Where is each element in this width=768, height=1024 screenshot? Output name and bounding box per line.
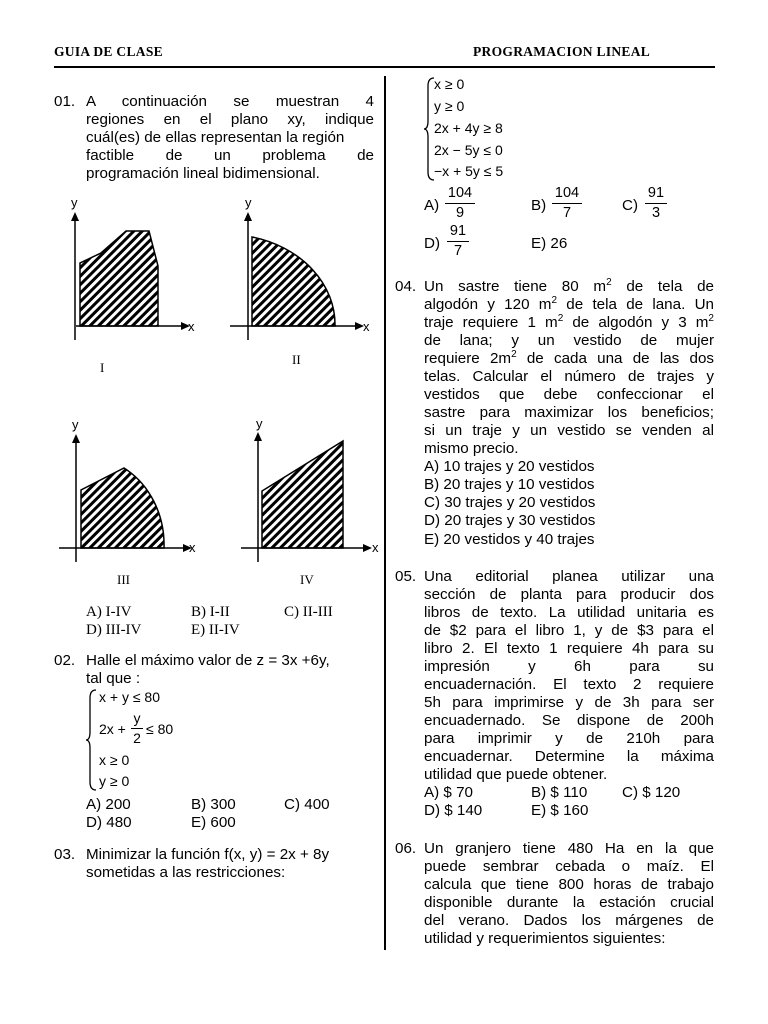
graph-i-ylabel: y [71, 195, 78, 210]
q03-option-d-bar [447, 241, 469, 242]
q03-option-a-den: 9 [455, 205, 465, 222]
q05-option-b: B) $ 110 [531, 784, 588, 801]
q05-option-a: A) $ 70 [424, 784, 473, 801]
q05-line-8: 5h para imprimirse y de 3h para ser [424, 694, 714, 711]
q03-line-1: Minimizar la función f(x, y) = 2x + 8y [86, 846, 330, 863]
q05-option-d: D) $ 140 [424, 802, 483, 819]
graph-iii-ylabel: y [72, 417, 79, 432]
graph-iv-xlabel: x [372, 540, 379, 555]
graph-ii-xlabel: x [363, 319, 370, 334]
q02-fraction-bar [131, 728, 143, 729]
q02-constraint-1: x + y ≤ 80 [99, 689, 160, 705]
q05-option-e: E) $ 160 [531, 802, 589, 819]
q02-line-2: tal que : [86, 670, 141, 687]
q03-option-d-den: 7 [453, 243, 463, 260]
q03-option-c-den: 3 [651, 205, 661, 222]
q04-line-9: si un traje y un vestido se venden al [424, 422, 714, 439]
q05-option-c: C) $ 120 [622, 784, 681, 801]
graph-iii-xlabel: x [189, 540, 196, 555]
q04-number: 04. [395, 278, 417, 295]
graph-i-label: I [100, 360, 105, 375]
q02-option-e: E) 600 [191, 814, 236, 831]
q02-constraint-4: y ≥ 0 [99, 773, 130, 789]
q05-line-1: Una editorial planea utilizar una [424, 568, 714, 585]
q05-line-4: de $2 para el libro 1, y de $3 para el [424, 622, 714, 639]
q06-line-1: Un granjero tiene 480 Ha en la que [424, 840, 714, 857]
q04-line-5b: de cada una de las dos [516, 350, 714, 367]
q04-line-1 [424, 278, 714, 296]
header-left: GUIA DE CLASE [54, 44, 163, 59]
q05-line-9: encuadernado. Se dispone de 200h [424, 712, 714, 729]
graph-i [54, 190, 204, 380]
q04-sup-2: 2 [551, 295, 558, 306]
q05-line-5: libro 2. El texto 1 requiere 4h para su [424, 640, 714, 657]
q01-line-4: factible de un problema de [86, 147, 374, 164]
q02-line-1: Halle el máximo valor de z = 3x +6y, [86, 652, 330, 669]
graph-iii-label: III [117, 572, 130, 587]
q04-line-3a: traje requiere 1 m [424, 314, 558, 331]
q03-option-d-num: 91 [449, 223, 467, 239]
q03-option-a-frac [445, 185, 475, 222]
q03-constraint-5: −x + 5y ≤ 5 [434, 163, 504, 179]
q05-line-7: encuadernación. El texto 2 requiere [424, 676, 714, 693]
q03-constraint-3: 2x + 4y ≥ 8 [434, 120, 503, 136]
q05-line-11: encuadernar. Determine la máxima [424, 748, 714, 765]
q04-line-4: de lana; y un vestido de mujer [424, 332, 714, 349]
q04-line-1b: de tela de [611, 278, 714, 295]
q03-option-b-bar [552, 203, 582, 204]
q04-line-1a: Un sastre tiene 80 m [424, 278, 607, 295]
q05-line-2: sección de planta para producir dos [424, 586, 714, 603]
q02-option-d: D) 480 [86, 814, 132, 831]
q04-line-5 [424, 350, 714, 368]
q04-option-b: B) 20 trajes y 10 vestidos [424, 476, 595, 493]
q04-sup-3: 2 [557, 313, 564, 324]
q04-line-8: sastre para maximizar los beneficios; [424, 404, 714, 421]
q05-number: 05. [395, 568, 417, 585]
q06-line-6: utilidad y requerimientos siguientes: [424, 930, 666, 947]
q04-option-c: C) 30 trajes y 20 vestidos [424, 494, 596, 511]
q03-option-e: E) 26 [531, 235, 568, 252]
q06-line-3: calcula que tiene 800 horas de trabajo [424, 876, 714, 893]
q01-line-3: cuál(es) de ellas representan la región [86, 129, 345, 146]
q06-line-4: disponible durante la estación crucial [424, 894, 714, 911]
q01-option-d: D) III-IV [86, 622, 142, 638]
q02-constraint-3: x ≥ 0 [99, 752, 130, 768]
q05-line-12: utilidad que puede obtener. [424, 766, 608, 783]
q01-option-e: E) II-IV [191, 622, 240, 638]
q04-line-3 [424, 314, 714, 332]
graph-ii-ylabel: y [245, 195, 252, 210]
graph-ii-label: II [292, 352, 301, 367]
q04-line-2b: de tela de lana. Un [557, 296, 714, 313]
header-right: PROGRAMACION LINEAL [473, 44, 651, 59]
graph-iii [54, 412, 204, 572]
q04-line-2 [424, 296, 714, 314]
q03-option-b-frac [552, 185, 582, 222]
q02-number: 02. [54, 652, 76, 669]
q04-line-3b: de algodón y 3 m [563, 314, 709, 331]
q04-line-2a: algodón y 120 m [424, 296, 552, 313]
q01-option-a: A) I-IV [86, 604, 132, 620]
q01-line-2: regiones en el plano xy, indique [86, 111, 374, 128]
q02-fraction-num: y [133, 710, 141, 726]
q02-fraction [131, 710, 143, 747]
q06-line-5: del verano. Dados los márgenes de [424, 912, 714, 929]
q01-option-b: B) I-II [191, 604, 230, 620]
q04-sup-5: 2 [511, 349, 517, 360]
q03-option-c-bar [645, 203, 667, 204]
header-rule [54, 66, 715, 68]
q01-line-5: programación lineal bidimensional. [86, 165, 320, 182]
q04-option-e: E) 20 vestidos y 40 trajes [424, 531, 595, 548]
q03-option-d-label: D) [424, 235, 441, 252]
q06-number: 06. [395, 840, 417, 857]
q03-option-d-frac [447, 223, 469, 260]
q02-option-c: C) 400 [284, 796, 330, 813]
q02-brace [86, 688, 98, 792]
q02-option-a: A) 200 [86, 796, 131, 813]
q03-option-b-num: 104 [554, 185, 580, 201]
graph-iv-ylabel: y [256, 416, 263, 431]
q03-option-b-label: B) [531, 197, 547, 214]
q04-line-10: mismo precio. [424, 440, 519, 457]
q02-constraint-2b: ≤ 80 [146, 721, 174, 737]
q03-option-a-label: A) [424, 197, 440, 214]
q04-line-7: vestidos que debe confeccionar el [424, 386, 714, 403]
q03-constraint-4: 2x − 5y ≤ 0 [434, 142, 503, 158]
q03-option-a-num: 104 [447, 185, 473, 201]
q04-line-6: telas. Calcular el número de trajes y [424, 368, 714, 385]
q03-option-c-num: 91 [647, 185, 665, 201]
q04-option-a: A) 10 trajes y 20 vestidos [424, 458, 595, 475]
q01-number: 01. [54, 93, 76, 110]
q01-option-c: C) II-III [284, 604, 333, 620]
q04-sup-1: 2 [606, 277, 612, 288]
q02-option-b: B) 300 [191, 796, 236, 813]
graph-iv-label: IV [300, 572, 314, 587]
q04-option-d: D) 20 trajes y 30 vestidos [424, 512, 596, 529]
q03-option-b-den: 7 [562, 205, 572, 222]
q04-line-5a: requiere 2m [424, 350, 512, 367]
q03-number: 03. [54, 846, 76, 863]
q03-line-2: sometidas a las restricciones: [86, 864, 286, 881]
q06-line-2: puede sembrar cebada o maíz. El [424, 858, 714, 875]
q05-line-3: libros de texto. La utilidad unitaria es [424, 604, 714, 621]
q02-constraint-2a: 2x + [99, 721, 126, 737]
q05-line-6: impresión y 6h para su [424, 658, 714, 675]
q03-option-a-bar [445, 203, 475, 204]
graph-iv [236, 412, 386, 572]
q04-sup-4: 2 [708, 313, 714, 324]
q01-line-1: A continuación se muestran 4 [86, 93, 374, 110]
graph-i-xlabel: x [188, 319, 195, 334]
q03-option-c-frac [645, 185, 667, 222]
q02-fraction-den: 2 [133, 730, 141, 747]
q03-option-c-label: C) [622, 197, 639, 214]
q03-constraint-2: y ≥ 0 [434, 98, 465, 114]
q05-line-10: para imprimir y de 210h para [424, 730, 714, 747]
q03-constraint-1: x ≥ 0 [434, 76, 465, 92]
